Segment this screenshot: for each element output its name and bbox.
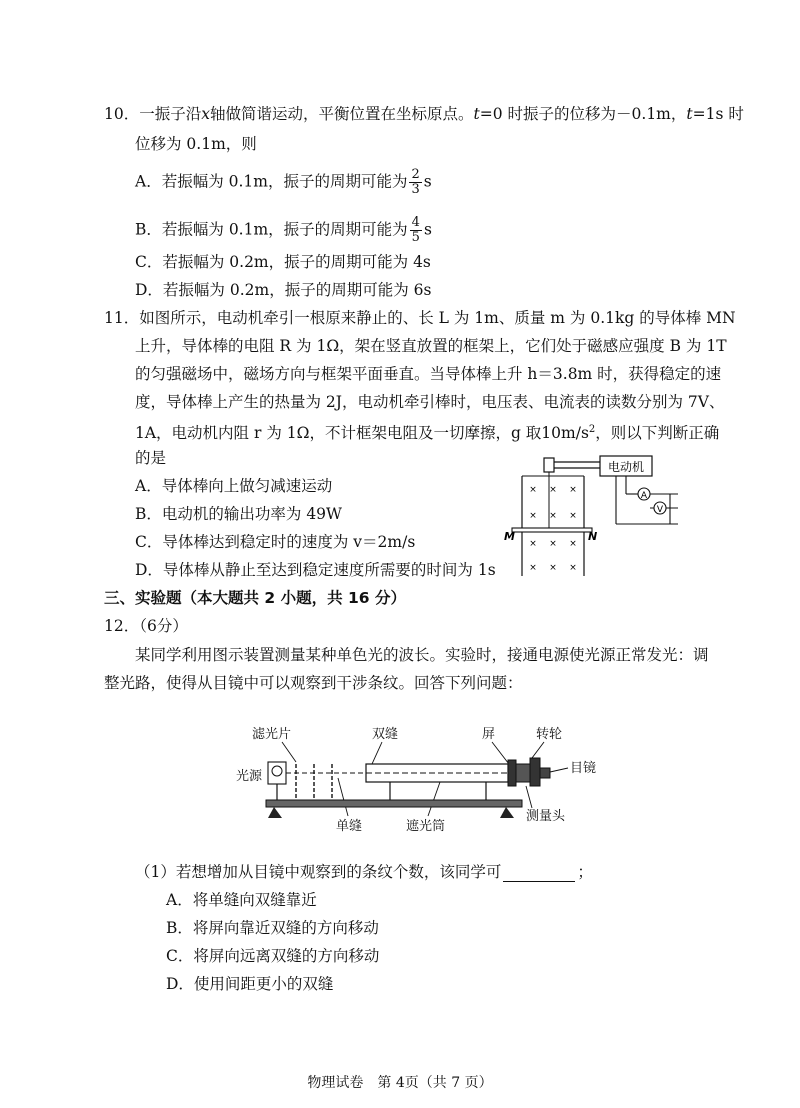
- svg-text:电动机: 电动机: [607, 460, 645, 474]
- q11-option-d: D．导体棒从静止至达到稳定速度所需要的时间为 1s: [135, 561, 496, 579]
- q12-line1: 某同学利用图示装置测量某种单色光的波长。实验时，接通电源使光源正常发光：调: [135, 646, 709, 664]
- q11-option-b: B．电动机的输出功率为 49W: [135, 505, 342, 523]
- q12-line2: 整光路，使得从目镜中可以观察到干涉条纹。回答下列问题：: [104, 674, 523, 692]
- svg-text:屏: 屏: [482, 727, 496, 742]
- q11-line6: 的是: [135, 449, 167, 467]
- svg-text:×: ×: [529, 485, 537, 495]
- svg-text:N: N: [588, 530, 598, 543]
- svg-text:×: ×: [569, 539, 577, 549]
- q12-option-c: C．将屏向远离双缝的方向移动: [166, 947, 380, 965]
- page-footer: 物理试卷 第 4页（共 7 页）: [307, 1075, 493, 1091]
- question-number: 11．: [104, 309, 140, 327]
- q11-line1: 11．如图所示，电动机牵引一根原来静止的、长 L 为 1m、质量 m 为 0.1kg 的导体棒 MN: [104, 309, 736, 327]
- q11-line4: 度，导体棒上产生的热量为 2J，电动机牵引棒时，电压表、电流表的读数分别为 7V、: [135, 393, 725, 411]
- q11-option-a: A．导体棒向上做匀减速运动: [135, 477, 333, 495]
- svg-text:转轮: 转轮: [536, 727, 563, 742]
- q10-option-c: C．若振幅为 0.2m，振子的周期可能为 4s: [135, 253, 431, 271]
- q12-option-d: D．使用间距更小的双缝: [166, 975, 334, 993]
- svg-text:×: ×: [529, 511, 537, 521]
- double-slit-apparatus-diagram: [230, 722, 630, 834]
- conductor-bar: [512, 528, 592, 532]
- svg-text:×: ×: [549, 511, 557, 521]
- q11-line2: 上升，导体棒的电阻 R 为 1Ω，架在竖直放置的框架上，它们处于磁感应强度 B 为 1T: [135, 337, 727, 355]
- svg-text:×: ×: [529, 563, 537, 573]
- svg-text:×: ×: [569, 563, 577, 573]
- svg-text:×: ×: [549, 563, 557, 573]
- svg-text:V: V: [656, 505, 664, 515]
- optical-bench: [266, 800, 522, 807]
- svg-text:滤光片: 滤光片: [252, 727, 292, 742]
- svg-text:×: ×: [569, 485, 577, 495]
- question-number: 10．: [104, 105, 140, 123]
- q10-option-d: D．若振幅为 0.2m，振子的周期可能为 6s: [135, 281, 432, 299]
- svg-text:×: ×: [549, 539, 557, 549]
- q10-option-a: A．若振幅为 0.1m，振子的周期可能为 $\frac{2}{3}$ s: [135, 167, 432, 197]
- answer-blank[interactable]: [503, 867, 575, 882]
- svg-text:测量头: 测量头: [526, 809, 566, 824]
- q10-line1: 10．一振子沿x轴做简谐运动，平衡位置在坐标原点。t=0 时振子的位移为－0.1m，t=1s 时: [104, 105, 744, 123]
- svg-text:×: ×: [549, 485, 557, 495]
- q10-line2: 位移为 0.1m，则: [135, 135, 257, 153]
- q12-option-b: B．将屏向靠近双缝的方向移动: [166, 919, 379, 937]
- svg-text:单缝: 单缝: [336, 819, 363, 834]
- svg-text:A: A: [640, 491, 648, 501]
- motor-circuit-diagram: [500, 452, 690, 578]
- q11-option-c: C．导体棒达到稳定时的速度为 v＝2m/s: [135, 533, 416, 551]
- svg-text:×: ×: [569, 511, 577, 521]
- svg-text:M: M: [504, 530, 515, 543]
- fraction: $\frac{2}{3}$: [411, 167, 420, 197]
- q11-line5: 1A，电动机内阻 r 为 1Ω，不计框架电阻及一切摩擦，g 取$10m/s^2$，则以下判断正确: [135, 424, 720, 443]
- eyepiece-icon: [540, 768, 550, 778]
- fraction: $\frac{4}{5}$: [411, 215, 420, 245]
- q10-option-b: B．若振幅为 0.1m，振子的周期可能为 $\frac{4}{5}$ s: [135, 215, 432, 245]
- question-number: 12．: [104, 617, 140, 635]
- q12-sub1: （1）若想增加从目镜中观察到的条纹个数，该同学可 ；: [135, 863, 593, 881]
- svg-text:双缝: 双缝: [372, 727, 399, 742]
- q11-line3: 的匀强磁场中，磁场方向与框架平面垂直。当导体棒上升 h＝3.8m 时，获得稳定的速: [135, 365, 722, 383]
- q12-option-a: A．将单缝向双缝靠近: [166, 891, 317, 909]
- q12-header: 12．（6分）: [104, 617, 188, 635]
- measuring-head-icon: [516, 764, 530, 782]
- section-heading: 三、实验题（本大题共 2 小题，共 16 分）: [104, 589, 406, 607]
- wheel-icon: [530, 758, 540, 786]
- svg-text:遮光筒: 遮光筒: [406, 819, 446, 834]
- svg-text:目镜: 目镜: [570, 761, 597, 776]
- svg-text:×: ×: [529, 539, 537, 549]
- svg-text:光源: 光源: [236, 769, 263, 784]
